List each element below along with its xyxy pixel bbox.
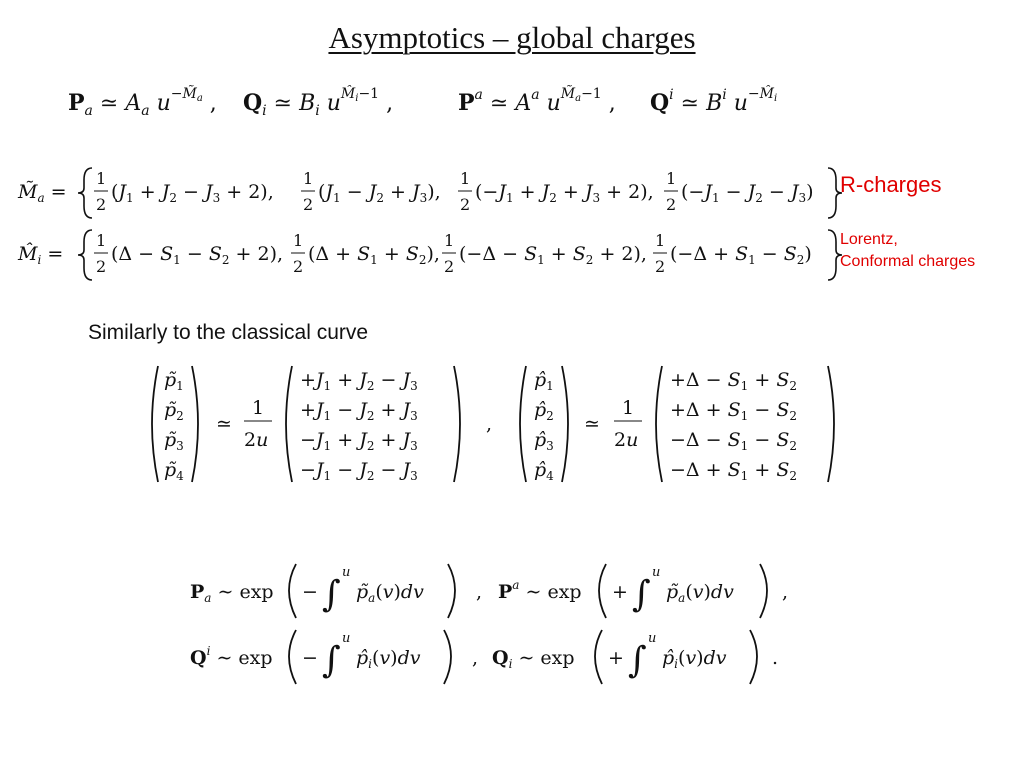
svg-text:∫: ∫ [628, 640, 647, 681]
svg-text:p̂4: $p̂_4$ [534, 459, 554, 483]
svg-text:(−Δ + S1 − S2): $(-\Delta + S_1 - S_2)$ [670, 243, 812, 267]
m-tilde-equation [18, 160, 838, 226]
svg-text:+Δ − S1 + S2: $+\Delta - S_1 + S_2$ [670, 369, 797, 393]
svg-text:1: 1 [666, 169, 677, 188]
svg-text:1: 1 [252, 397, 265, 419]
svg-text:p̂2: $p̂_2$ [534, 399, 554, 423]
svg-text:1: 1 [96, 169, 107, 188]
svg-text:2: 2 [96, 195, 107, 214]
svg-text:∫: ∫ [322, 640, 341, 681]
svg-text:p̃3: $p̃_3$ [164, 429, 184, 453]
svg-text:Qi ≃ Bi uM̂i−1 ,: $Q_i$ ≃ $B_i$ $u^{M̂}i-1$ , [243, 86, 394, 119]
svg-text:p̂1: $p̂_1$ [534, 369, 554, 393]
svg-text:2: 2 [303, 195, 314, 214]
svg-text:−Δ + S1 + S2: $-\Delta + S_1 + S_2$ [670, 459, 797, 483]
svg-text:1: 1 [622, 397, 635, 419]
svg-text:−: − [302, 581, 318, 603]
svg-text:Qi ∼ exp: $Q_i$ ∼ exp [492, 647, 575, 671]
svg-text:2: 2 [444, 257, 455, 276]
svg-text:Qi ≃ Bi u−M̂i: $Q^i$ ≃ $B^i$ u−M̂i [650, 86, 778, 116]
lorentz-label [840, 229, 975, 273]
vector-equation [140, 362, 850, 488]
svg-text:≃: ≃ [584, 413, 600, 435]
svg-text:2: 2 [666, 195, 677, 214]
svg-text:p̂i(v)dv: $p̂_i(v)dv$ [662, 647, 727, 671]
svg-text:p̃a(v)dv: $p̃_a(v)dv$ [356, 581, 424, 605]
svg-text:(J1 − J2 + J3),: $(J_1 - J_2 + J_3)$, [318, 181, 441, 205]
svg-text:∫: ∫ [632, 574, 651, 615]
svg-text:Pa ≃ Aa u−M̃a ,: $P_a$ ≃ $A_a$ u−M̃a , [68, 86, 217, 119]
svg-text:1: 1 [96, 231, 107, 250]
svg-text:(−J1 + J2 + J3 + 2),: $(-J_1 + J_2 + J_3 + 2)$, [475, 181, 654, 205]
svg-text:1: 1 [460, 169, 471, 188]
svg-text:Qi ∼ exp: $Q^i$ ∼ exp [190, 644, 273, 669]
svg-text:+J1 + J2 − J3: $+J_1 + J_2 - J_3$ [300, 369, 418, 393]
svg-text:(−J1 − J2 − J3): $(-J_1 - J_2 - J_3)$ [681, 181, 814, 205]
svg-text:u: u [342, 631, 351, 646]
svg-text:p̂i(v)dv: $p̂_i(v)dv$ [356, 647, 421, 671]
lorentz-label-line2: Conformal charges [840, 253, 976, 270]
svg-text:(−Δ − S1 + S2 + 2),: $(-\Delta - S_1 + S_2 + 2)$, [459, 243, 647, 267]
svg-text:Pa ∼ exp: $P^a$ ∼ exp [498, 578, 582, 603]
svg-text:Pa ≃ Aa uM̃a−1 ,: $P^a$ ≃ $A^a$ $u^{M̃}a-1$ , [458, 86, 616, 116]
svg-text:,: , [486, 413, 493, 435]
slide-title: Asymptotics – global charges [328, 20, 696, 55]
svg-text:,: , [472, 647, 479, 669]
svg-text:+Δ + S1 − S2: $+\Delta + S_1 - S_2$ [670, 399, 797, 423]
r-charges-label: R-charges [840, 172, 942, 197]
svg-text:.: . [772, 647, 779, 669]
svg-text:2: 2 [293, 257, 304, 276]
svg-text:2: 2 [96, 257, 107, 276]
similarly-text: Similarly to the classical curve [88, 321, 369, 344]
exp-equation-1 [186, 560, 806, 622]
svg-text:1: 1 [303, 169, 314, 188]
svg-text:1: 1 [655, 231, 666, 250]
svg-text:Pa ∼ exp: $P_a$ ∼ exp [190, 581, 274, 605]
svg-text:p̃2: $p̃_2$ [164, 399, 184, 423]
svg-text:+J1 − J2 + J3: $+J_1 - J_2 + J_3$ [300, 399, 418, 423]
asymptotics-equation [68, 78, 808, 122]
lorentz-label-line1: Lorentz, [840, 231, 898, 248]
svg-text:(Δ − S1 − S2 + 2),: $(\Delta - S_1 - S_2 + 2)$, [111, 243, 284, 267]
svg-text:M̃a =: $M̃_a$ = [18, 181, 67, 205]
svg-text:M̂i =: $M̂_i$ = [18, 243, 64, 267]
svg-text:2: 2 [655, 257, 666, 276]
svg-text:p̂3: $p̂_3$ [534, 429, 554, 453]
svg-text:−: − [302, 647, 318, 669]
svg-text:2: 2 [460, 195, 471, 214]
svg-text:+: + [612, 581, 628, 603]
exp-equation-2 [186, 626, 806, 688]
svg-text:−J1 + J2 + J3: $-J_1 + J_2 + J_3$ [300, 429, 418, 453]
svg-text:u: u [652, 565, 661, 580]
svg-text:(Δ + S1 + S2),: $(\Delta + S_1 + S_2)$, [308, 243, 440, 267]
svg-text:,: , [476, 581, 483, 603]
svg-text:(J1 + J2 − J3 + 2),: $(J_1 + J_2 - J_3 + 2)$, [111, 181, 274, 205]
svg-text:∫: ∫ [322, 574, 341, 615]
svg-text:u: u [648, 631, 657, 646]
svg-text:−Δ − S1 − S2: $-\Delta - S_1 - S_2$ [670, 429, 797, 453]
svg-text:u: u [342, 565, 351, 580]
svg-text:≃: ≃ [216, 413, 232, 435]
svg-text:+: + [608, 647, 624, 669]
m-hat-equation [18, 222, 838, 288]
svg-text:1: 1 [293, 231, 304, 250]
svg-text:2u: 2u [244, 429, 269, 451]
svg-text:−J1 − J2 − J3: $-J_1 - J_2 - J_3$ [300, 459, 418, 483]
svg-text:p̃1: $p̃_1$ [164, 369, 184, 393]
svg-text:1: 1 [444, 231, 455, 250]
svg-text:p̃4: $p̃_4$ [164, 459, 184, 483]
svg-text:2u: 2u [614, 429, 639, 451]
svg-text:p̃a(v)dv: $p̃_a(v)dv$ [666, 581, 734, 605]
svg-text:,: , [782, 581, 789, 603]
